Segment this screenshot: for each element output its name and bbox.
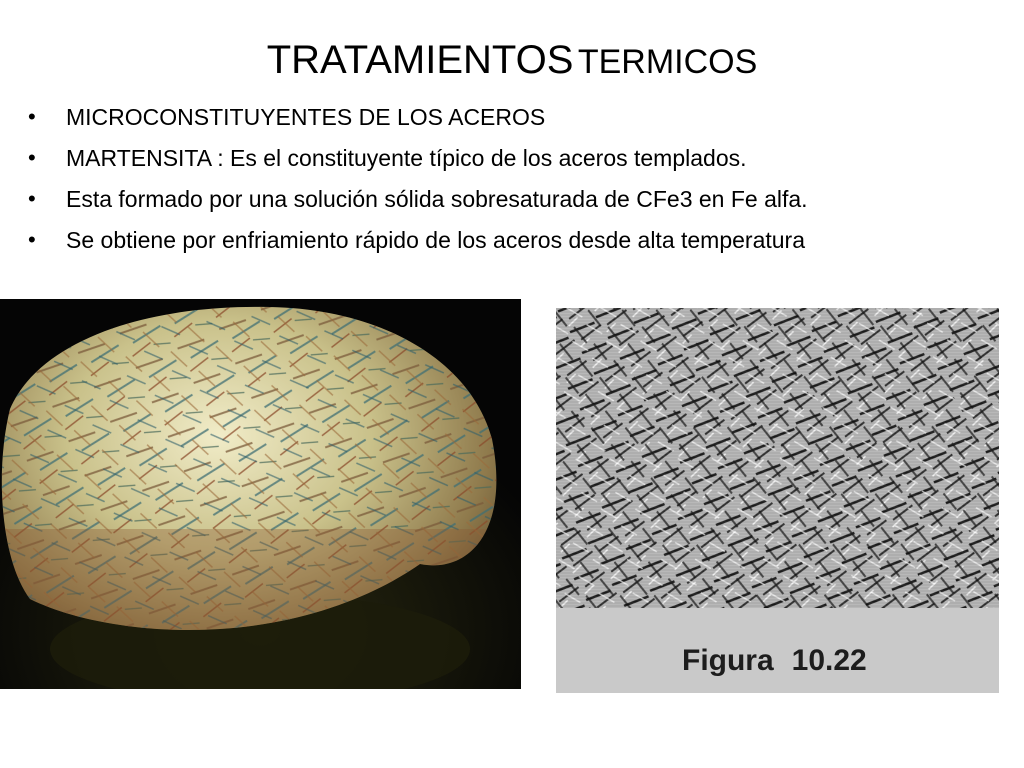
- bullet-icon: •: [28, 145, 36, 170]
- figure-caption: [682, 644, 867, 678]
- bullet-text: Se obtiene por enfriamiento rápido de los aceros desde alta temperatura: [66, 227, 806, 253]
- martensite-bw-micrograph: [556, 308, 999, 693]
- bullet-icon: •: [28, 104, 36, 129]
- figure-caption-label: Figura: [682, 644, 774, 677]
- bullet-text: Esta formado por una solución sólida sobresaturada de CFe3 en Fe alfa.: [66, 186, 808, 212]
- micrograph-bw-image: [556, 308, 999, 608]
- micrograph-color-image: [0, 299, 521, 689]
- bullet-icon: •: [28, 186, 36, 211]
- bullet-icon: •: [28, 227, 36, 252]
- bullet-list: [28, 100, 1008, 264]
- bullet-item: [28, 141, 1008, 182]
- bullet-item: [28, 100, 1008, 141]
- title-main: TRATAMIENTOS: [266, 38, 574, 82]
- bullet-text: MARTENSITA : Es el constituyente típico de los aceros templados.: [66, 145, 747, 171]
- slide-title: [0, 38, 1024, 83]
- figure-caption-number: 10.22: [791, 644, 867, 677]
- title-sub: TERMICOS: [577, 43, 758, 81]
- bullet-text: MICROCONSTITUYENTES DE LOS ACEROS: [66, 104, 546, 130]
- bullet-item: [28, 223, 1008, 264]
- martensite-color-micrograph: [0, 299, 521, 689]
- bullet-item: [28, 182, 1008, 223]
